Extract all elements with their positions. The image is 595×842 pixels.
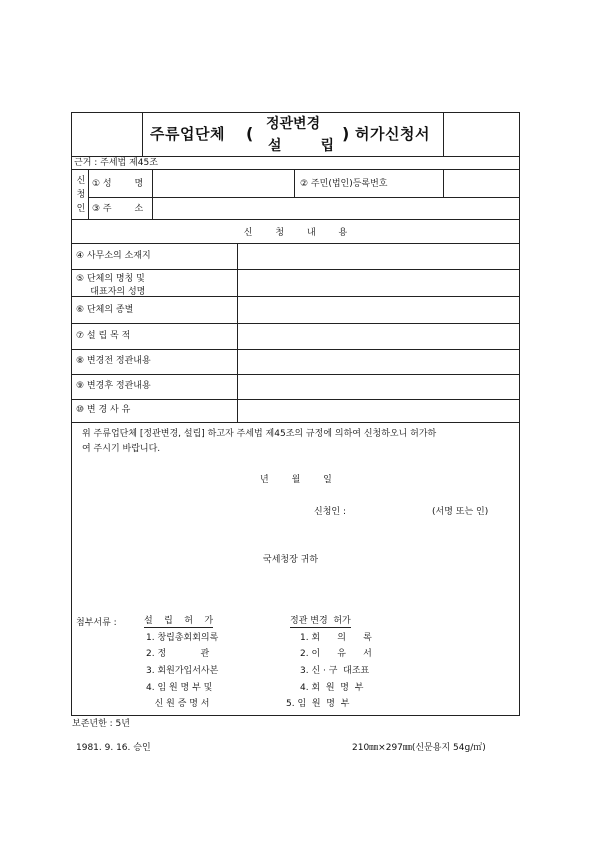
establish-item: 1. 창립총회회의록 (146, 633, 219, 643)
row-label-org-type: ⑥ 단체의 종별 (76, 305, 134, 315)
applicant-signature-label: 신청인 : (314, 507, 346, 517)
field-office-location[interactable] (238, 244, 519, 269)
retention-period: 보존년한 : 5년 (72, 719, 130, 729)
applicant-name-label: ① 성 명 (92, 179, 144, 189)
establish-item: 3. 회원가입서사본 (146, 666, 219, 676)
field-articles-before[interactable] (238, 350, 519, 374)
signature-or-seal: (서명 또는 인) (432, 507, 489, 517)
amend-item: 5. 임 원 명 부 (286, 699, 350, 709)
statement-line-1: 위 주류업단체 [정관변경, 설립] 하고자 주세법 제45조의 규정에 의하여 신청하오니 허가하 (82, 429, 437, 439)
title-open-paren: ( (246, 124, 254, 143)
form-title-suffix: 허가신청서 (355, 125, 430, 143)
frame-right-border (519, 112, 520, 716)
applicant-address-field[interactable] (153, 198, 519, 219)
applicant-label-divider (88, 169, 89, 220)
content-rows-bottom (71, 422, 520, 423)
approval-date: 1981. 9. 16. 승인 (76, 743, 151, 753)
field-purpose[interactable] (238, 324, 519, 349)
frame-left-border (71, 112, 72, 716)
establish-permit-header: 설 립 허 가 (144, 616, 214, 626)
amend-item: 1. 회 의 록 (300, 633, 372, 643)
title-option-amendment: 정관변경 (266, 116, 321, 132)
amend-permit-header: 정관 변경 허가 (290, 616, 351, 626)
applicant-name-field[interactable] (153, 170, 293, 197)
applicant-block-bottom (71, 219, 520, 220)
establish-item: 2. 정 관 (146, 649, 210, 659)
field-articles-after[interactable] (238, 375, 519, 399)
establish-item: 신 원 증 명 서 (146, 699, 210, 709)
applicant-regno-label: ② 주민(법인)등록번호 (300, 179, 388, 189)
applicant-address-label: ③ 주 소 (92, 204, 144, 214)
field-org-name-representative[interactable] (238, 270, 519, 296)
frame-bottom-border (71, 715, 520, 716)
title-divider-left (142, 112, 143, 157)
row-label-articles-after: ⑨ 변경후 정관내용 (76, 381, 151, 391)
applicant-side-label: 신 청 인 (76, 176, 86, 214)
amend-item: 2. 이 유 서 (300, 649, 372, 659)
row-label-articles-before: ⑧ 변경전 정관내용 (76, 356, 151, 366)
application-date: 년 월 일 (260, 475, 332, 485)
legal-basis: 근거 : 주세법 제45조 (74, 158, 158, 168)
row-label-change-reason: ⑩ 변 경 사 유 (76, 405, 131, 415)
statement-line-2: 여 주시기 바랍니다. (82, 444, 161, 454)
row-label-org-name-representative: ⑤ 단체의 명칭 및 대표자의 성명 (76, 274, 146, 297)
title-option-establishment: 설 립 (268, 138, 335, 154)
form-title-main: 주류업단체 (150, 125, 225, 143)
attachments-label: 첨부서류 : (76, 618, 117, 628)
paper-spec: 210㎜×297㎜(신문용지 54g/㎡) (352, 743, 486, 753)
amend-item: 3. 신 · 구 대조표 (300, 666, 370, 676)
title-row-bottom (71, 156, 520, 157)
field-org-type[interactable] (238, 297, 519, 323)
title-close-paren: ) (342, 124, 350, 143)
applicant-mid-divider (294, 169, 295, 197)
amend-item: 4. 회 원 명 부 (300, 683, 364, 693)
content-header: 신 청 내 용 (243, 228, 348, 238)
applicant-regno-field[interactable] (444, 170, 519, 197)
title-divider-right (443, 112, 444, 157)
establish-item: 4. 임 원 명 부 및 (146, 683, 213, 693)
field-change-reason[interactable] (238, 400, 519, 422)
recipient: 국세청장 귀하 (263, 555, 319, 565)
applicant-signature-field[interactable] (352, 504, 424, 520)
row-label-purpose: ⑦ 설 립 목 적 (76, 331, 131, 341)
row-label-office-location: ④ 사무소의 소재지 (76, 251, 151, 261)
frame-top-border (71, 112, 520, 113)
